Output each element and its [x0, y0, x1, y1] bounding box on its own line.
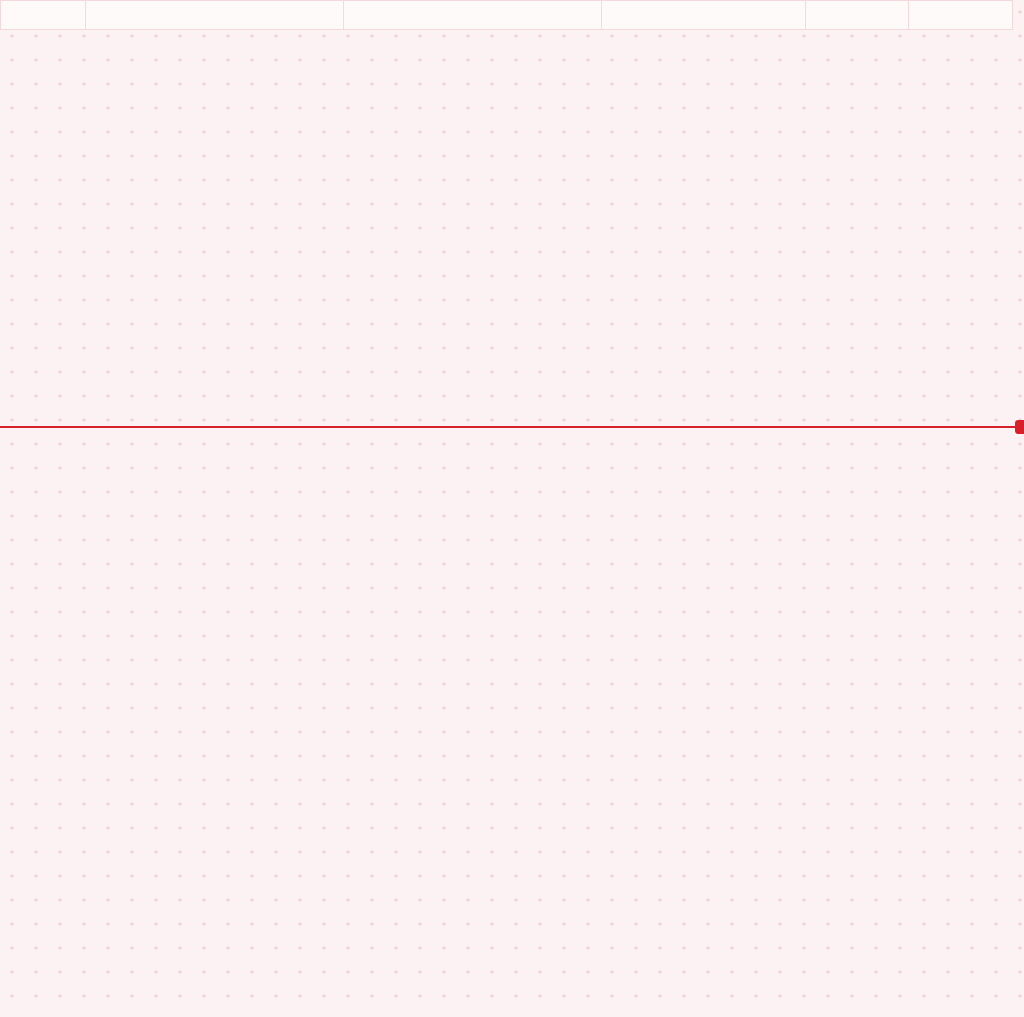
header-stack[interactable]	[602, 1, 806, 30]
average-badge	[1015, 420, 1024, 434]
header-row	[1, 1, 1013, 30]
header-table[interactable]	[806, 1, 909, 30]
header-seat[interactable]	[909, 1, 1013, 30]
header-last-name[interactable]	[86, 1, 344, 30]
average-line	[0, 426, 1024, 428]
header-first-name[interactable]	[344, 1, 602, 30]
header-rank[interactable]	[1, 1, 86, 30]
chip-count-table	[0, 0, 1013, 30]
